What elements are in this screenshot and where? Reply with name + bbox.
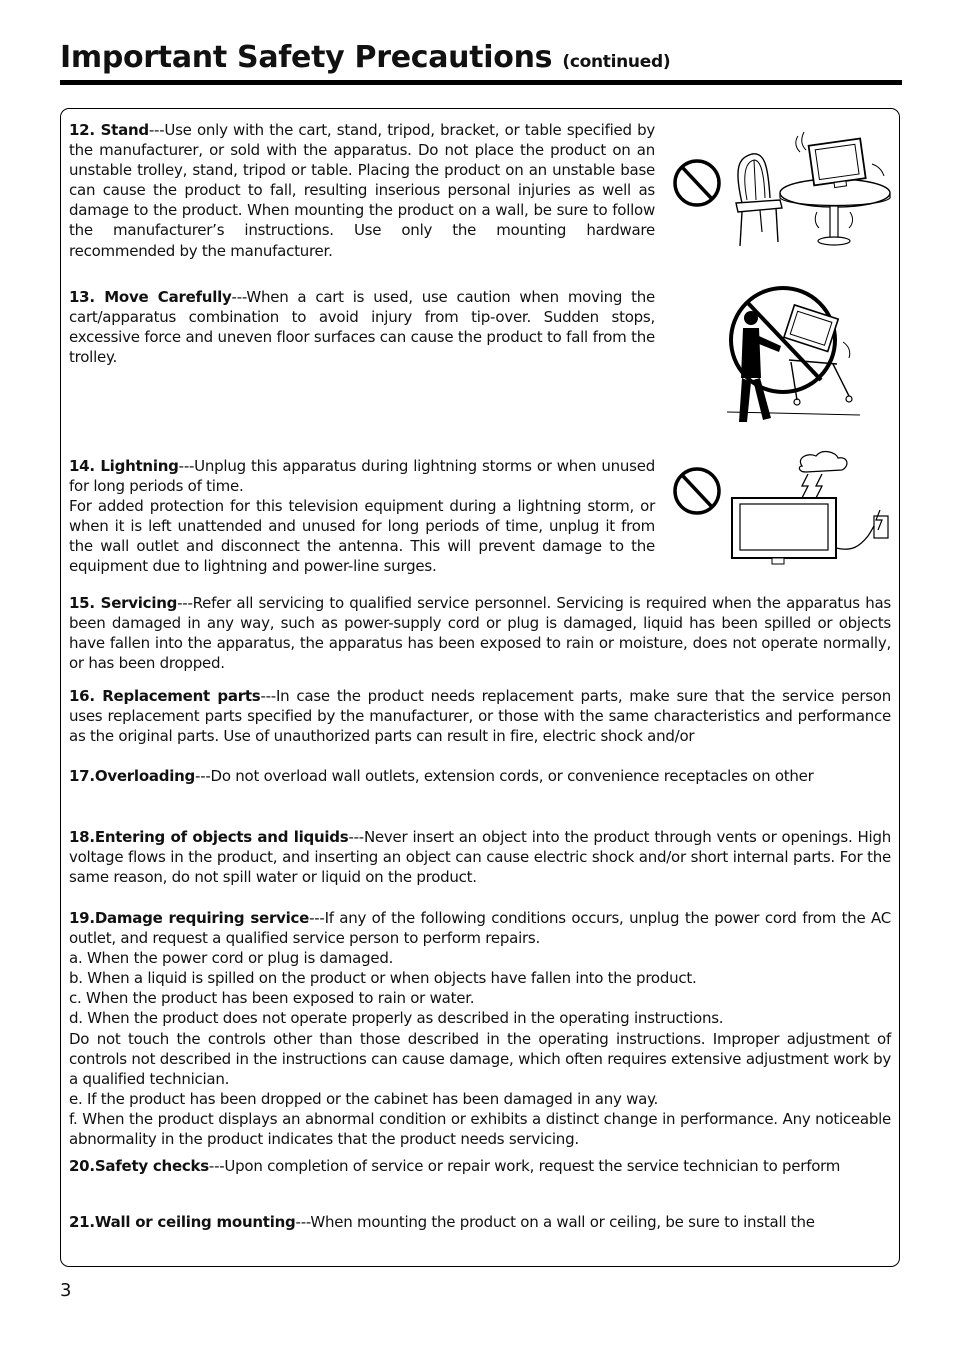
section-13 — [69, 287, 655, 367]
section-19-item-f: f. When the product displays an abnormal condition or exhibits a distinct change in performance. Any noticeable abnormality in the product indicates that the product needs servicing. — [69, 1109, 891, 1149]
section-18 — [69, 827, 891, 887]
no-cart-tipover-icon — [725, 282, 865, 427]
section-12-heading: 12. Stand — [69, 121, 149, 139]
section-13-heading: 13. Move Carefully — [69, 288, 232, 306]
section-14-lead: ---Unplug this apparatus during lightning storms or when unused for long periods of time. — [69, 457, 655, 496]
section-19 — [69, 908, 891, 1149]
section-15 — [69, 593, 891, 673]
title-rule — [60, 80, 902, 85]
section-19-heading: 19.Damage requiring service — [69, 909, 310, 927]
section-19-item-b: b. When a liquid is spilled on the product or when objects have fallen into the product. — [69, 969, 697, 988]
section-15-heading: 15. Servicing — [69, 594, 178, 612]
section-16-text: ---In case the product needs replacement parts, make sure that the service person uses replacement parts specified by the manufacturer, or those with the same characteristics and performance as the original parts. Use of unauthorized parts can result in fire, electric shock and/or — [69, 687, 891, 746]
section-14 — [69, 456, 655, 577]
section-21 — [69, 1212, 891, 1232]
no-lightning-tv-icon — [672, 450, 897, 568]
section-19-item-e: e. If the product has been dropped or the cabinet has been damaged in any way. — [69, 1089, 659, 1108]
section-21-text: ---When mounting the product on a wall or ceiling, be sure to install the — [295, 1213, 815, 1231]
section-19-item-a: a. When the power cord or plug is damaged. — [69, 949, 394, 968]
section-13-text: ---When a cart is used, use caution when moving the cart/apparatus combination to avoid injury from tip-over. Sudden stops, excessive force and uneven floor surfaces can cause the product to fall from the trolley. — [69, 288, 655, 367]
section-19-lead: ---If any of the following conditions occurs, unplug the power cord from the AC outlet, and request a qualified service person to perform repairs. — [69, 909, 891, 948]
section-21-heading: 21.Wall or ceiling mounting — [69, 1213, 296, 1231]
page-title — [60, 40, 670, 75]
section-14-heading: 14. Lightning — [69, 457, 179, 475]
section-17 — [69, 766, 891, 786]
section-18-text: ---Never insert an object into the product through vents or openings. High voltage flows in the product, and inserting an object can cause electric shock and/or short internal parts. For the same reason, do not spill water or liquid on the product. — [69, 828, 891, 887]
page-title-suffix: (continued) — [562, 52, 671, 72]
section-18-heading: 18.Entering of objects and liquids — [69, 828, 349, 846]
section-17-heading: 17.Overloading — [69, 767, 196, 785]
section-16 — [69, 686, 891, 746]
page-number: 3 — [60, 1280, 72, 1301]
section-14-body: For added protection for this television equipment during a lightning storm, or when it is left unattended and unused for long periods of time, unplug it from the wall outlet and disconnect the antenna. This will prevent damage to the equipment due to lightning and power-line surges. — [69, 497, 655, 576]
page-title-text: Important Safety Precautions — [60, 40, 553, 75]
section-12-text: ---Use only with the cart, stand, tripod, bracket, or table specified by the manufacturer, or sold with the apparatus. Do not place the product on an unstable trolley, stand, tripod or table. Placing the product on an unstable base can cause the product to fall, resulting inserious personal injuries as well as damage to the product. When mounting the product on a wall, be sure to follow the manufacturer’s instructions. Use only the mounting hardware recommended by the manufacturer. — [69, 121, 656, 260]
section-16-heading: 16. Replacement parts — [69, 687, 261, 705]
section-20-heading: 20.Safety checks — [69, 1157, 209, 1175]
section-19-note: Do not touch the controls other than those described in the operating instructions. Improper adjustment of controls not described in the instructions can cause damage, which often requires extensive adjustment work by a qualified technician. — [69, 1029, 891, 1088]
section-20-text: ---Upon completion of service or repair work, request the service technician to perform — [208, 1157, 841, 1175]
section-19-item-c: c. When the product has been exposed to rain or water. — [69, 989, 475, 1008]
section-12 — [69, 120, 655, 261]
section-19-item-d: d. When the product does not operate properly as described in the operating instructions. — [69, 1009, 724, 1028]
section-15-text: ---Refer all servicing to qualified service personnel. Servicing is required when the apparatus has been damaged in any way, such as power-supply cord or plug is damaged, liquid has been spilled or objects have fallen into the apparatus, the apparatus has been exposed to rain or moisture, does not operate normally, or has been dropped. — [69, 594, 891, 673]
section-17-text: ---Do not overload wall outlets, extension cords, or convenience receptacles on other — [195, 767, 814, 785]
section-20 — [69, 1156, 891, 1176]
no-unstable-table-icon — [672, 128, 897, 253]
